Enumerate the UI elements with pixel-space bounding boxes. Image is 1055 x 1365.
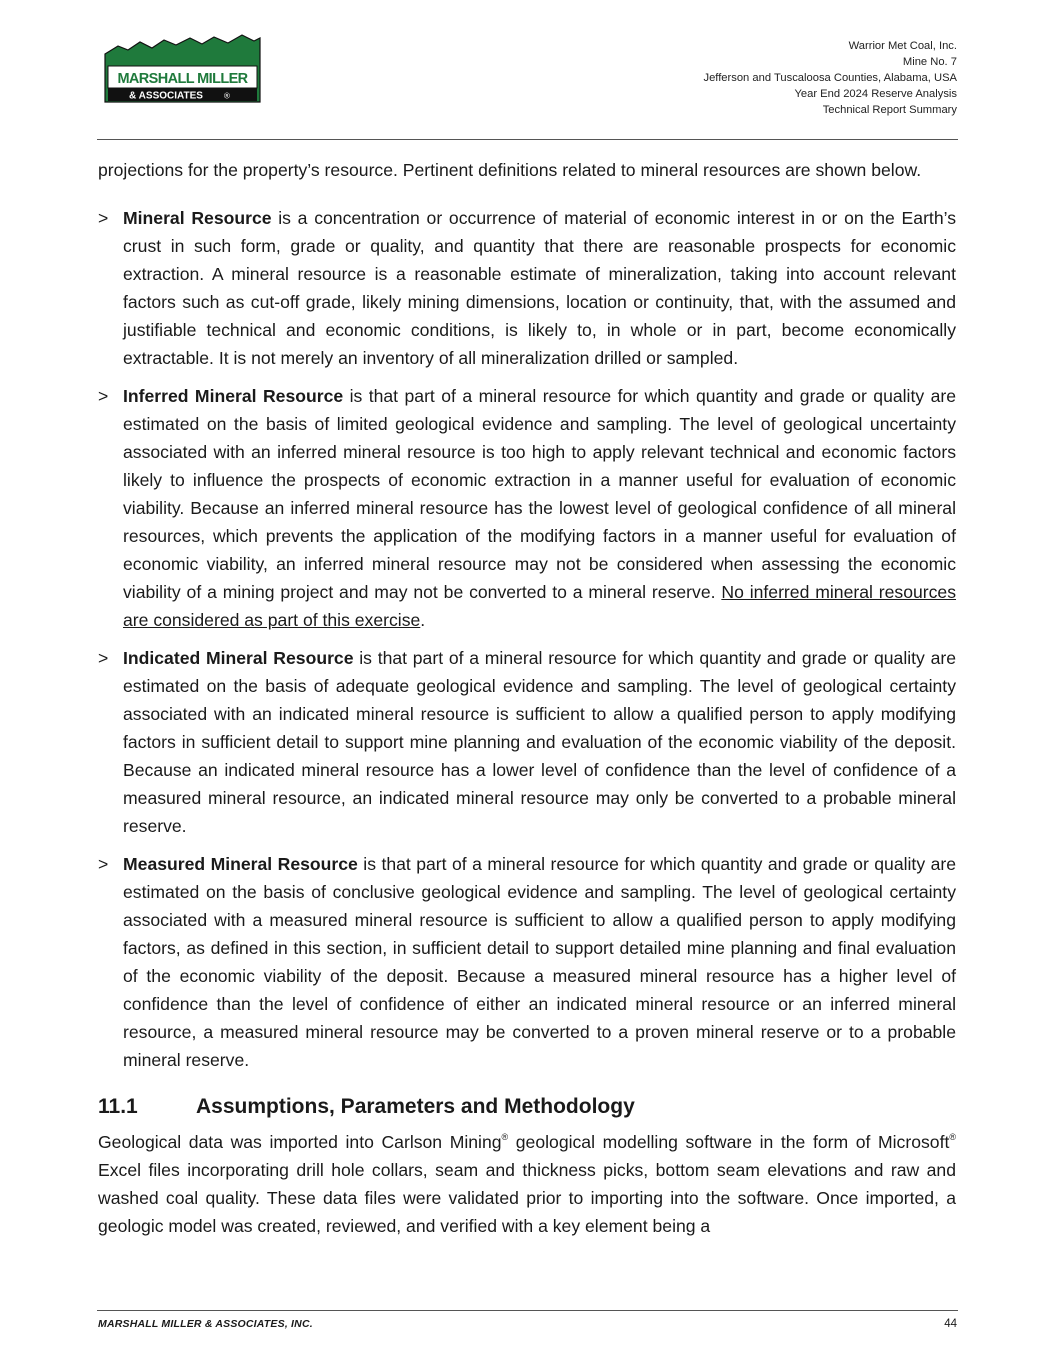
definition-text: is a concentration or occurrence of material of economic interest in or on the Earth’s crust in such form, grade or quality, and quantity that there are reasonable prospects for economic extraction. A mineral resource is a reasonable estimate of mineralization, taking into account relevant factors such as cut-off grade, likely mining dimensions, location or continuity, that, with the assumed and justifiable technical and economic conditions, is likely to, in whole or in part, become economically extractable. It is not merely an inventory of all mineralization drilled or sampled. bbox=[123, 208, 956, 368]
header-location: Jefferson and Tuscaloosa Counties, Alabama, USA bbox=[703, 72, 957, 84]
definition-text: is that part of a mineral resource for which quantity and grade or quality are estimated on the basis of limited geological evidence and sampling. The level of geological uncertainty associated with an inferred mineral resource is too high to apply relevant technical and economic factors likely to influence the prospects of economic extraction in a manner useful for evaluation of economic viability. Because an inferred mineral resource has the lowest level of geological confidence of all mineral resources, which prevents the application of the modifying factors in a manner useful for evaluation of economic viability, an inferred mineral resource may not be considered when assessing the economic viability of a mining project and may not be converted to a mineral reserve. bbox=[123, 386, 957, 602]
registered-mark: ® bbox=[949, 1132, 957, 1142]
bullet-arrow-icon: > bbox=[98, 648, 109, 668]
intro-paragraph: projections for the property’s resource. Pertinent definitions related to mineral resources are shown below. bbox=[98, 160, 922, 180]
company-logo bbox=[104, 32, 261, 104]
bullet-arrow-icon: > bbox=[98, 854, 109, 874]
header-company: Warrior Met Coal, Inc. bbox=[848, 40, 957, 52]
definition-term: Measured Mineral Resource bbox=[123, 854, 358, 874]
section-text-part2: geological modelling software in the form of Microsoft bbox=[508, 1132, 950, 1152]
definition-text: is that part of a mineral resource for which quantity and grade or quality are estimated on the basis of adequate geological evidence and sampling. The level of geological certainty associated with an indicated mineral resource is sufficient to allow a qualified person to apply modifying factors in sufficient detail to support mine planning and evaluation of the economic viability of the deposit. Because an indicated mineral resource has a lower level of confidence than the level of confidence of a measured mineral resource, an indicated mineral resource may only be converted to a probable mineral reserve. bbox=[123, 648, 956, 836]
section-text-part1: Geological data was imported into Carlson Mining bbox=[98, 1132, 502, 1152]
section-text-part3: Excel files incorporating drill hole collars, seam and thickness picks, bottom seam elevations and raw and washed coal quality. These data files were validated prior to importing into the software. Once imported, a geologic model was created, reviewed, and verified with a key element being a bbox=[98, 1160, 956, 1236]
definition-term: Mineral Resource bbox=[123, 208, 272, 228]
footer-company: MARSHALL MILLER & ASSOCIATES, INC. bbox=[98, 1318, 313, 1330]
page-body bbox=[98, 156, 956, 1240]
section-title: Assumptions, Parameters and Methodology bbox=[196, 1095, 635, 1118]
definition-item bbox=[98, 644, 956, 840]
definition-note-underlined: No inferred mineral resources are considered as part of this exercise bbox=[123, 582, 957, 630]
header-analysis: Year End 2024 Reserve Analysis bbox=[794, 88, 957, 100]
section-heading bbox=[98, 1092, 956, 1122]
definition-term: Indicated Mineral Resource bbox=[123, 648, 354, 668]
definition-item bbox=[98, 382, 956, 634]
section-number: 11.1 bbox=[98, 1095, 138, 1118]
registered-mark: ® bbox=[501, 1132, 509, 1142]
definition-term: Inferred Mineral Resource bbox=[123, 386, 344, 406]
header-mine: Mine No. 7 bbox=[902, 56, 957, 68]
header-divider bbox=[97, 139, 958, 140]
report-header-info bbox=[703, 38, 957, 118]
logo-subtitle: & ASSOCIATES bbox=[129, 90, 203, 102]
definitions-list bbox=[98, 204, 956, 1074]
bullet-arrow-icon: > bbox=[98, 386, 109, 406]
footer-divider bbox=[97, 1310, 958, 1311]
definition-tail: . bbox=[420, 610, 426, 630]
header-report-type: Technical Report Summary bbox=[822, 104, 957, 116]
logo-registered-mark: ® bbox=[224, 91, 230, 101]
page-number: 44 bbox=[944, 1318, 957, 1330]
definition-text: is that part of a mineral resource for which quantity and grade or quality are estimated on the basis of conclusive geological evidence and sampling. The level of geological certainty associated with a measured mineral resource is sufficient to allow a qualified person to apply modifying factors, as defined in this section, in sufficient detail to support detailed mine planning and final evaluation of the economic viability of the deposit. Because a measured mineral resource has a higher level of confidence than the level of confidence of either an indicated mineral resource or an inferred mineral resource, a measured mineral resource may be converted to a proven mineral reserve or to a probable mineral reserve. bbox=[123, 854, 956, 1070]
logo-wordmark: MARSHALL MILLER bbox=[117, 71, 248, 87]
definition-item bbox=[98, 204, 956, 372]
bullet-arrow-icon: > bbox=[98, 208, 109, 228]
section-paragraph bbox=[98, 1128, 956, 1240]
definition-item bbox=[98, 850, 956, 1074]
